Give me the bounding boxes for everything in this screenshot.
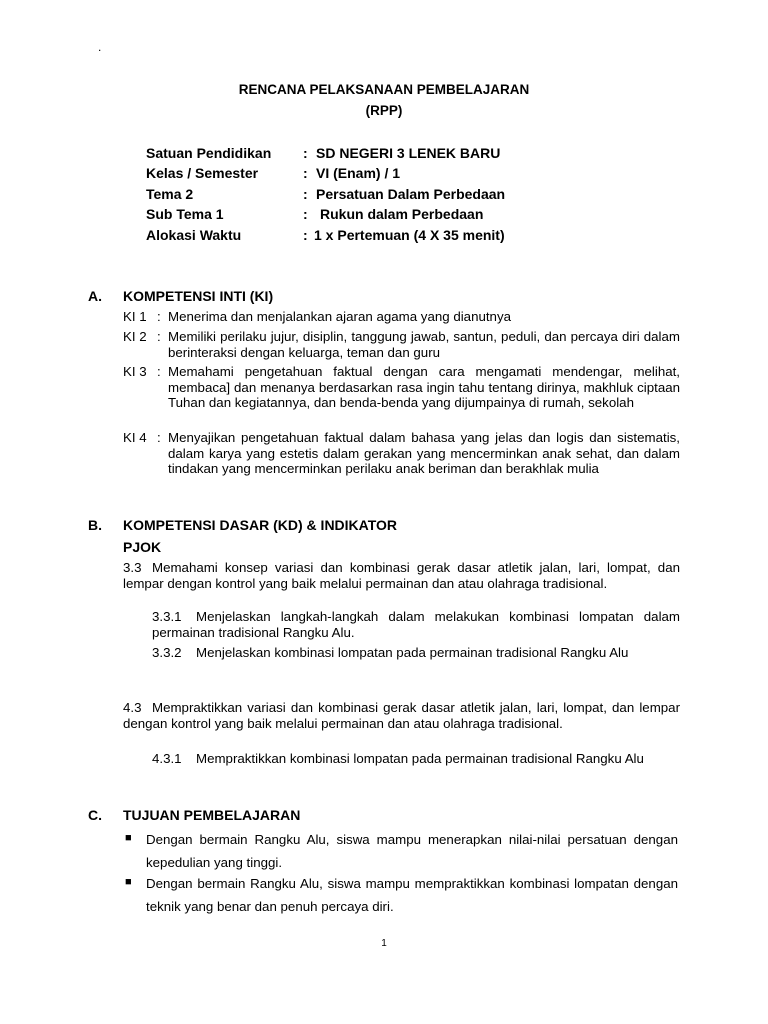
identity-colon: :	[303, 145, 308, 161]
kd-number: 3.3	[123, 560, 142, 575]
ki-label: KI 2	[123, 329, 147, 344]
indicator-text: Menjelaskan langkah-langkah dalam melakukan kombinasi lompatan dalam permainan tradisional Rangku Alu.	[152, 609, 680, 640]
identity-label: Tema 2	[146, 186, 194, 202]
identity-value: SD NEGERI 3 LENEK BARU	[316, 145, 501, 161]
objective-text: Dengan bermain Rangku Alu, siswa mampu menerapkan nilai-nilai persatuan dengan kepedulian yang tinggi.	[146, 832, 678, 870]
indicator-number: 3.3.2	[152, 645, 182, 660]
section-title: TUJUAN PEMBELAJARAN	[123, 807, 301, 823]
section-title: KOMPETENSI DASAR (KD) & INDIKATOR	[123, 517, 398, 533]
square-bullet-icon: ■	[125, 876, 132, 888]
identity-label: Kelas / Semester	[146, 165, 259, 181]
document-title: RENCANA PELAKSANAAN PEMBELAJARAN	[238, 82, 530, 97]
ki-text: Menerima dan menjalankan ajaran agama yang dianutnya	[168, 309, 511, 324]
kd-text	[123, 700, 680, 731]
objective-text: Dengan bermain Rangku Alu, siswa mampu mempraktikkan kombinasi lompatan dengan teknik yang benar dan penuh percaya diri.	[146, 876, 678, 914]
ki-colon: :	[157, 329, 161, 344]
ki-label: KI 3	[123, 364, 147, 379]
page-marker: .	[98, 40, 102, 54]
ki-label: KI 1	[123, 309, 147, 324]
ki-colon: :	[157, 309, 161, 324]
subject-label: PJOK	[123, 539, 162, 555]
ki-text: Memahami pengetahuan faktual dengan cara mengamati mendengar, melihat, membaca] dan menanya berdasarkan rasa ingin tahu tentang dirinya, makhluk ciptaan Tuhan dan kegiatannya, dan benda-benda yang dijumpainya di rumah, sekolah	[168, 364, 680, 410]
identity-label: Alokasi Waktu	[146, 227, 242, 243]
page-number: 1	[381, 938, 387, 949]
indicator-text: Menjelaskan kombinasi lompatan pada permainan tradisional Rangku Alu	[196, 645, 629, 660]
kd-text-content: Mempraktikkan variasi dan kombinasi gerak dasar atletik jalan, lari, lompat, dan lempar dengan kontrol yang baik melalui permainan dan atau olahraga tradisional.	[123, 700, 680, 731]
kd-text	[123, 560, 680, 591]
indicator-number: 4.3.1	[152, 751, 182, 766]
ki-colon: :	[157, 364, 161, 379]
identity-colon: :	[303, 206, 308, 222]
kd-text-content: Memahami konsep variasi dan kombinasi gerak dasar atletik jalan, lari, lompat, dan lempar dengan kontrol yang baik melalui permainan dan atau olahraga tradisional.	[123, 560, 680, 591]
identity-value: Rukun dalam Perbedaan	[320, 206, 484, 222]
kd-number: 4.3	[123, 700, 142, 715]
ki-text: Menyajikan pengetahuan faktual dalam bahasa yang jelas dan logis dan sistematis, dalam karya yang estetis dalam gerakan yang mencerminkan anak sehat, dan dalam tindakan yang mencerminkan perilaku anak beriman dan berakhlak mulia	[168, 430, 680, 476]
document-subtitle: (RPP)	[365, 103, 403, 118]
identity-value: 1 x Pertemuan (4 X 35 menit)	[314, 227, 505, 243]
square-bullet-icon: ■	[125, 832, 132, 844]
indicator-text: Mempraktikkan kombinasi lompatan pada permainan tradisional Rangku Alu	[196, 751, 644, 766]
section-letter: B.	[88, 517, 102, 533]
ki-colon: :	[157, 430, 161, 445]
identity-value: Persatuan Dalam Perbedaan	[316, 186, 506, 202]
identity-colon: :	[303, 227, 308, 243]
ki-text: Memiliki perilaku jujur, disiplin, tanggung jawab, santun, peduli, dan percaya diri dalam berinteraksi dengan keluarga, teman dan guru	[168, 329, 680, 360]
identity-label: Satuan Pendidikan	[146, 145, 272, 161]
identity-value: VI (Enam) / 1	[316, 165, 401, 181]
identity-colon: :	[303, 165, 308, 181]
indicator-number: 3.3.1	[152, 609, 182, 624]
section-title: KOMPETENSI INTI (KI)	[123, 288, 274, 304]
section-letter: C.	[88, 807, 102, 823]
section-letter: A.	[88, 288, 102, 304]
identity-label: Sub Tema 1	[146, 206, 224, 222]
identity-colon: :	[303, 186, 308, 202]
ki-label: KI 4	[123, 430, 147, 445]
